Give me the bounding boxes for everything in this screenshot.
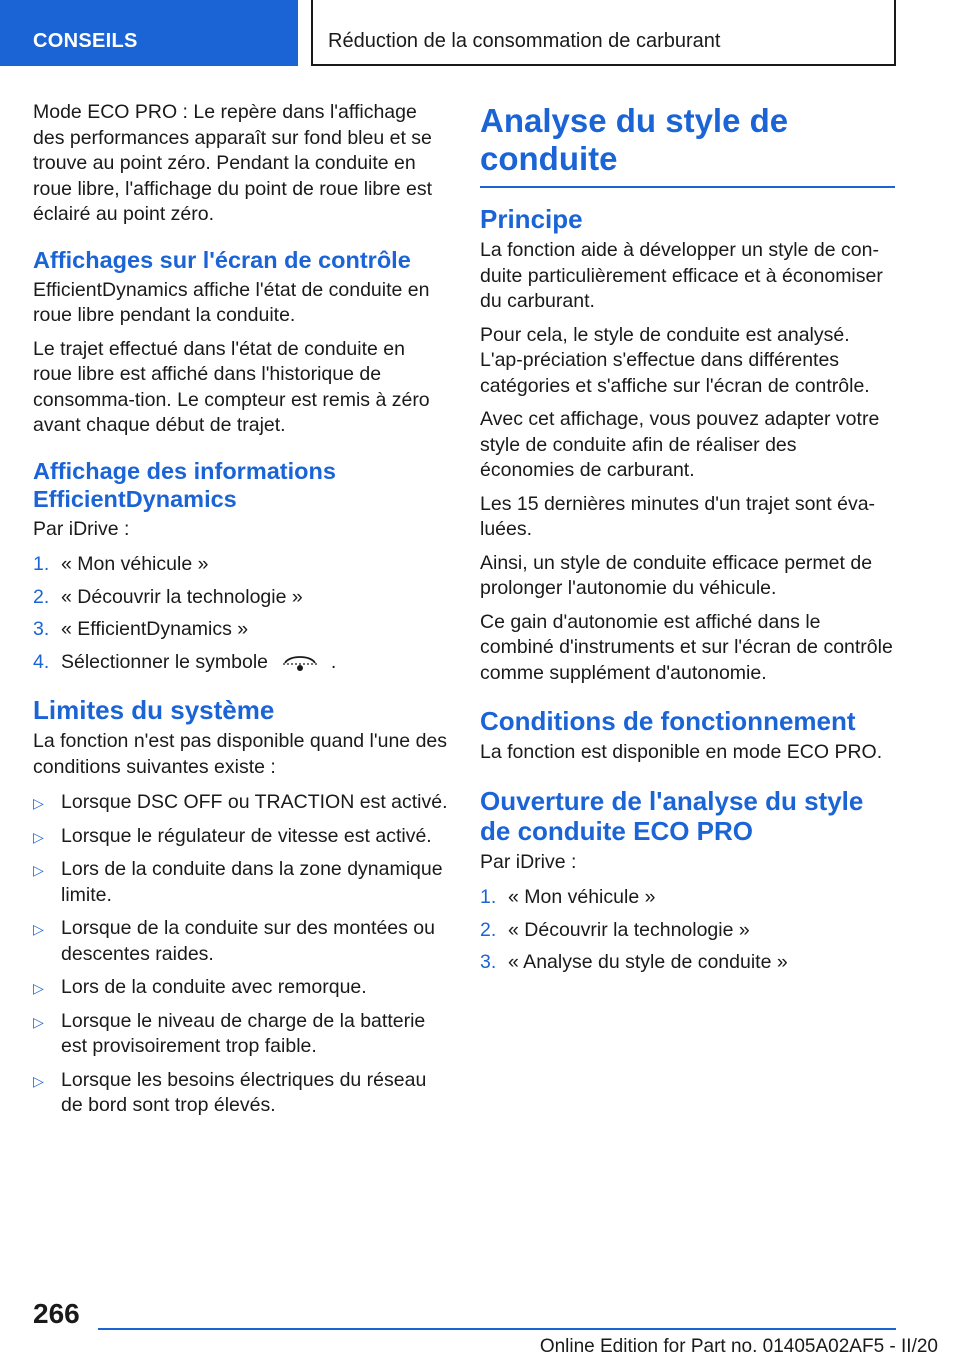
step-number: 3.	[33, 618, 50, 640]
paragraph: La fonction aide à développer un style de con-duite particulièrement efficace et à économiser du carburant.	[480, 239, 883, 312]
list-item	[33, 1009, 448, 1060]
intro-paragraph: Mode ECO PRO : Le repère dans l'affichage des performances apparaît sur fond bleu et se trouve au point zéro. Pendant la conduite en roue libre, l'affichage du point de roue libre est éclairé au point zéro.	[33, 101, 433, 225]
list-item-text: Lorsque de la conduite sur des montées ou descentes raides.	[61, 917, 435, 965]
step-number: 2.	[480, 918, 497, 941]
paragraph: Ce gain d'autonomie est affiché dans le combiné d'instruments et sur l'écran de contrôle comme supplément d'autonomie.	[480, 610, 893, 684]
list-item	[33, 1068, 448, 1119]
paragraph: EfficientDynamics affiche l'état de conduite en roue libre pendant la conduite.	[33, 278, 430, 326]
step-item	[33, 585, 448, 611]
list-item-text: Lorsque le niveau de charge de la batterie est provisoirement trop faible.	[61, 1009, 426, 1057]
paragraph: Ainsi, un style de conduite efficace permet de prolonger l'autonomie du véhicule.	[480, 551, 873, 599]
paragraph: Les 15 dernières minutes d'un trajet sont éva-luées.	[480, 492, 876, 540]
left-column	[33, 100, 448, 1127]
heading-conditions-fonctionnement: Conditions de fonctionnement	[480, 706, 856, 736]
header-title-box	[311, 0, 896, 66]
paragraph: Pour cela, le style de conduite est analysé. L'ap-préciation s'effectue dans différentes catégories et s'affiche sur l'écran de contrôle.	[480, 323, 870, 397]
step-number: 2.	[33, 585, 50, 608]
footer-divider	[98, 1328, 896, 1330]
bullet-triangle-icon: ▷	[33, 921, 44, 937]
heading-principe: Principe	[480, 204, 583, 234]
page-header	[0, 0, 960, 66]
step-number: 1.	[33, 553, 50, 575]
step-text: « Découvrir la technologie »	[61, 585, 303, 608]
paragraph: Le trajet effectué dans l'état de conduite en roue libre est affiché dans l'historique de consomma-tion. Le compteur est remis à zéro avant chaque début de trajet.	[33, 337, 430, 436]
page-number: 266	[33, 1298, 80, 1329]
step-item	[480, 885, 895, 911]
step-number: 4.	[33, 650, 50, 673]
step-item	[480, 950, 895, 976]
bullet-triangle-icon: ▷	[33, 1072, 44, 1089]
list-item-text: Lorsque les besoins électriques du réseau de bord sont trop élevés.	[61, 1068, 427, 1116]
coasting-car-icon	[281, 651, 319, 673]
step-number: 3.	[480, 951, 497, 973]
bullet-triangle-icon: ▷	[33, 1013, 44, 1030]
heading-ouverture-analyse: Ouverture de l'analyse du style de conduite ECO PRO	[480, 785, 864, 846]
list-item-text: Lors de la conduite avec remorque.	[61, 976, 367, 998]
list-item-text: Lorsque le régulateur de vitesse est activé.	[61, 824, 432, 847]
steps-list-analyse	[480, 885, 895, 976]
section-tab	[0, 0, 298, 66]
bullet-triangle-icon: ▷	[33, 828, 44, 845]
section-label: CONSEILS	[33, 30, 138, 52]
step-item	[33, 650, 448, 676]
paragraph: La fonction n'est pas disponible quand l'une des conditions suivantes existe :	[33, 730, 448, 778]
par-idrive-label: Par iDrive :	[33, 517, 130, 540]
heading-ecran-controle: Affichages sur l'écran de contrôle	[33, 246, 411, 273]
list-item	[33, 916, 448, 967]
paragraph: Avec cet affichage, vous pouvez adapter votre style de conduite afin de réaliser des économies de carburant.	[480, 408, 880, 481]
step-text: « EfficientDynamics »	[61, 618, 249, 640]
bullet-triangle-icon: ▷	[33, 862, 44, 878]
step-text: « Analyse du style de conduite »	[508, 951, 788, 973]
heading-analyse-style-conduite: Analyse du style de conduite	[480, 100, 895, 188]
bullet-triangle-icon: ▷	[33, 980, 44, 996]
heading-affichage-informations: Affichage des informations EfficientDynamics	[33, 457, 336, 512]
paragraph: La fonction est disponible en mode ECO PRO.	[480, 741, 883, 763]
list-item	[33, 824, 448, 850]
right-column	[480, 100, 895, 983]
par-idrive-label: Par iDrive :	[480, 850, 577, 873]
step-item	[480, 918, 895, 944]
list-item	[33, 975, 448, 1001]
step-item	[33, 617, 448, 643]
list-item-text: Lorsque DSC OFF ou TRACTION est activé.	[61, 791, 448, 813]
edition-footer: Online Edition for Part no. 01405A02AF5 - II/20	[539, 1336, 938, 1357]
step-number: 1.	[480, 886, 497, 908]
limits-bullet-list	[33, 790, 448, 1119]
step-text: « Découvrir la technologie »	[508, 918, 750, 941]
heading-limites-systeme: Limites du système	[33, 695, 275, 725]
step-text: Sélectionner le symbole	[61, 650, 269, 673]
step-suffix: .	[330, 650, 337, 673]
chapter-title: Réduction de la consommation de carburant	[328, 30, 721, 52]
list-item	[33, 790, 448, 816]
list-item-text: Lors de la conduite dans la zone dynamique limite.	[61, 858, 443, 906]
step-text: « Mon véhicule »	[508, 886, 656, 908]
steps-list-efficientdynamics	[33, 552, 448, 675]
list-item	[33, 857, 448, 908]
step-text: « Mon véhicule »	[61, 553, 209, 575]
step-item	[33, 552, 448, 578]
bullet-triangle-icon: ▷	[33, 795, 44, 811]
